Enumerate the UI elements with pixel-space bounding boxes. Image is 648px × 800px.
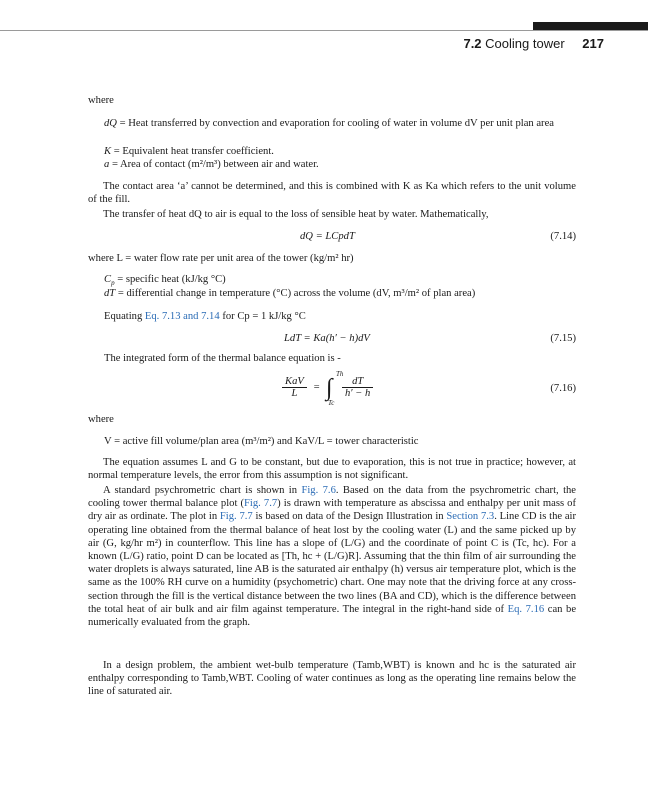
- eq716-lhs-fraction: [282, 376, 307, 399]
- paragraph-contact-area: The contact area ‘a’ cannot be determined, and this is combined with K as Ka which refers to the unit volume of the fill.: [88, 181, 576, 206]
- fig-7-6-link[interactable]: Fig. 7.6: [301, 485, 336, 496]
- paragraph-heat-transfer: The transfer of heat dQ to air is equal to the loss of sensible heat by water. Mathematically,: [103, 209, 489, 220]
- fig-7-7-link-2[interactable]: Fig. 7.7: [219, 511, 253, 523]
- eq716-upper-limit: Th: [336, 370, 344, 378]
- fig-7-7-link[interactable]: Fig. 7.7: [244, 498, 278, 510]
- eq-7-13-7-14-link[interactable]: Eq. 7.13 and 7.14: [144, 311, 220, 322]
- equation-7-15: LdT = Ka(h′ − h)dV: [284, 333, 370, 344]
- equating-line: [104, 310, 576, 323]
- definition-K: K = Equivalent heat transfer coefficient.: [104, 146, 274, 157]
- definition-K-text: = Equivalent heat transfer coefficient.: [113, 146, 274, 157]
- eq-7-16-link[interactable]: Eq. 7.16: [507, 603, 545, 615]
- definition-a: a = Area of contact (m²/m³) between air and water.: [104, 159, 319, 170]
- where-label-1: where: [88, 95, 114, 106]
- chart-text-1: A standard psychrometric chart is shown in: [103, 485, 298, 496]
- running-head: [463, 36, 604, 51]
- paragraph-psychrometric-chart: [88, 484, 576, 629]
- equation-7-14: dQ = LCpdT: [300, 231, 355, 242]
- eq716-lower-limit: Tc: [328, 399, 335, 407]
- page-number: 217: [582, 36, 604, 51]
- chart-text-2: . Based on the data from the psychrometric chart, the cooling tower thermal balance plot (: [88, 485, 577, 510]
- equation-number-7-16: (7.16): [550, 383, 576, 394]
- equation-number-7-14: (7.14): [550, 231, 576, 242]
- section-7-3-link[interactable]: Section 7.3: [446, 511, 495, 523]
- section-title: Cooling tower: [485, 36, 565, 51]
- chart-text-4: is based on data of the Design Illustration in: [255, 511, 444, 523]
- header-rule: [0, 30, 648, 31]
- equation-number-7-15: (7.15): [550, 333, 576, 344]
- paragraph-design-problem: In a design problem, the ambient wet-bulb temperature (Tamb,WBT) is known and hc is the saturated air enthalpy corresponding to Tamb,WBT. Cooling of water continues as long as the operating line remains below the line of saturated air.: [88, 660, 576, 698]
- definition-a-text: = Area of contact (m²/m³) between air and water.: [111, 159, 319, 170]
- chart-text-6: can be numerically evaluated from the graph.: [88, 603, 577, 629]
- equating-suffix: for Cp = 1 kJ/kg °C: [222, 311, 306, 322]
- integral-sign: ∫: [326, 375, 333, 401]
- where-label-2: where: [88, 414, 114, 425]
- definition-Cp-text: = specific heat (kJ/kg °C): [117, 274, 226, 285]
- v-definition: V = active fill volume/plan area (m³/m²) and KaV/L = tower characteristic: [104, 436, 419, 447]
- definition-dQ-text: = Heat transferred by convection and evaporation for cooling of water in volume dV per unit plan area: [119, 118, 554, 129]
- equating-prefix: Equating: [104, 311, 143, 322]
- chart-text-3: ) is drawn with temperature as abscissa and enthalpy per unit mass of dry air as ordinate. The plot in: [88, 498, 576, 523]
- paragraph-assumptions: The equation assumes L and G to be constant, but due to evaporation, this is not true in practice; however, at normal temperature levels, the error from this assumption is not significant.: [88, 457, 576, 482]
- eq716-rhs-denominator: h′ − h: [345, 388, 371, 399]
- where-L-definition: where L = water flow rate per unit area of the tower (kg/m² hr): [88, 253, 354, 264]
- chart-text-5: . Line CD is the air operating line obtained from the thermal balance of heat lost by the cooling water (L) and the same picked up by air (G, kg/hr m²) in counterflow. This line has a slope of (L/G) and the coordinate of point C is (Tc, hc). For a known (L/G) ratio, point D can be located as [Th, hc + (L/G)R]. Assuming that the thin film of air surrounding the water droplets is always saturated, line AB is the saturated air enthalpy (h) versus air temperature plot, which is the same as the 100% RH curve on a humidity (psychometric) chart. One may note that the driving force at any cross-section through the fill is the vertical distance between the two lines (BA and CD), which is the difference between the total heat of air bulk and air film against temperature. The integral in the right-hand side of: [88, 511, 577, 615]
- eq716-rhs-numerator: dT: [342, 376, 373, 388]
- integrated-form-intro: The integrated form of the thermal balance equation is -: [104, 353, 341, 364]
- eq716-equals: =: [313, 382, 321, 393]
- definition-dT: dT = differential change in temperature (°C) across the volume (dV, m³/m² of plan area): [104, 288, 476, 299]
- eq716-rhs-fraction: [342, 376, 373, 399]
- eq716-lhs-numerator: KaV: [282, 376, 307, 388]
- definition-dQ: dQ = Heat transferred by convection and evaporation for cooling of water in volume dV per unit plan area: [104, 118, 554, 129]
- section-number: 7.2: [463, 36, 482, 51]
- eq716-lhs-denominator: L: [291, 388, 298, 399]
- definition-Cp: $C_p$ = specific heat (kJ/kg °C): [104, 274, 226, 288]
- definition-dT-text: = differential change in temperature (°C) across the volume (dV, m³/m² of plan area): [117, 288, 476, 299]
